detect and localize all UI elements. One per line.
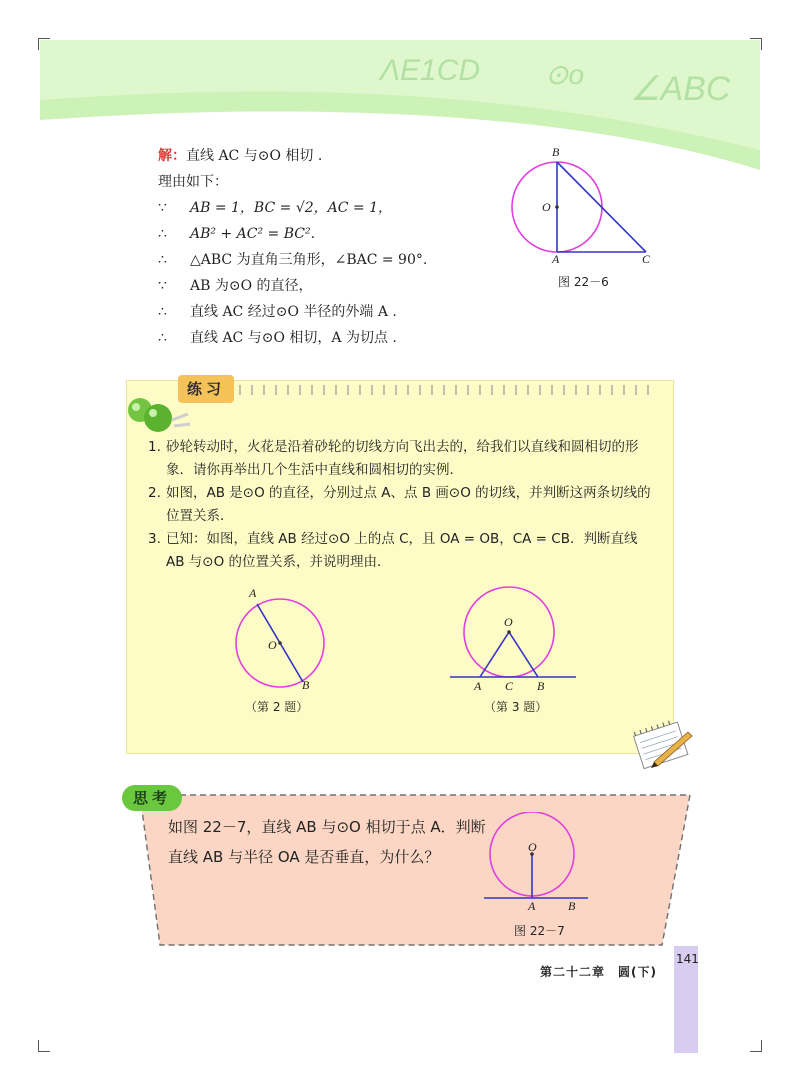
step-text: △ABC 为直角三角形，∠BAC = 90°.: [190, 252, 428, 268]
step-text: AB² + AC² = BC².: [190, 226, 316, 242]
step-symbol: ∵: [158, 278, 167, 294]
step-text: 直线 AC 经过⊙O 半径的外端 A .: [190, 304, 397, 320]
item-number: 3.: [148, 531, 161, 547]
fig22-7-point-a: A: [528, 899, 536, 913]
chapter-title: 第二十二章 圆(下): [540, 965, 657, 979]
page-number: 141: [676, 952, 699, 966]
svg-text:ΛE1CD: ΛE1CD: [380, 54, 481, 87]
item-number: 1.: [148, 439, 161, 455]
fig2-caption: （第 2 题）: [245, 700, 309, 714]
figure-caption: 图 22－6: [558, 275, 609, 289]
fig3-point-c: C: [505, 679, 514, 693]
step-text: AB = 1，BC = √2，AC = 1，: [190, 200, 393, 216]
item-text: 已知：如图，直线 AB 经过⊙O 上的点 C，且 OA = OB，CA = CB．判断直线 AB 与⊙O 的位置关系，并说明理由．: [166, 531, 638, 570]
think-title: [122, 785, 182, 811]
point-a-label: A: [552, 252, 560, 266]
fig3-point-b: B: [537, 679, 545, 693]
point-b-label: B: [552, 145, 560, 159]
fig2-point-a: A: [249, 586, 257, 600]
fig22-7-point-b: B: [568, 899, 576, 913]
practice-title: 练习: [178, 375, 234, 403]
fig2-point-b: B: [302, 678, 310, 692]
solution-label: 解：: [158, 148, 186, 164]
fig2-point-o: O: [268, 638, 277, 652]
fig3-caption: （第 3 题）: [484, 700, 548, 714]
step-symbol: ∴: [158, 226, 167, 242]
think-title-text: 思考: [132, 789, 171, 807]
solution-line1: 直线 AC 与⊙O 相切 .: [186, 148, 323, 164]
fig3-point-o: O: [504, 615, 513, 629]
solution-line2: 理由如下：: [158, 174, 228, 190]
fig3-point-a: A: [474, 679, 482, 693]
step-text: 直线 AC 与⊙O 相切，A 为切点 .: [190, 330, 397, 346]
step-symbol: ∴: [158, 304, 167, 320]
item-text: 砂轮转动时，火花是沿着砂轮的切线方向飞出去的，给我们以直线和圆相切的形象．请你再举出几个生活中直线和圆相切的实例．: [166, 439, 639, 478]
point-o-label: O: [542, 200, 551, 214]
think-question: 如图 22－7，直线 AB 与⊙O 相切于点 A．判断直线 AB 与半径 OA 是否垂直，为什么？: [168, 818, 486, 866]
step-symbol: ∴: [158, 330, 167, 346]
figure-22-7: [484, 812, 594, 902]
fig22-7-point-o: O: [528, 840, 537, 854]
svg-text:∠ABC: ∠ABC: [630, 70, 731, 108]
step-symbol: ∴: [158, 252, 167, 268]
point-c-label: C: [642, 252, 651, 266]
fig22-7-caption: 图 22－7: [514, 924, 565, 938]
item-text: 如图，AB 是⊙O 的直径，分别过点 A、点 B 画⊙O 的切线，并判断这两条切线的位置关系．: [166, 485, 651, 524]
step-text: AB 为⊙O 的直径，: [190, 278, 313, 294]
svg-text:⊙o: ⊙o: [545, 59, 585, 90]
step-symbol: ∵: [158, 200, 167, 216]
item-number: 2.: [148, 485, 161, 501]
